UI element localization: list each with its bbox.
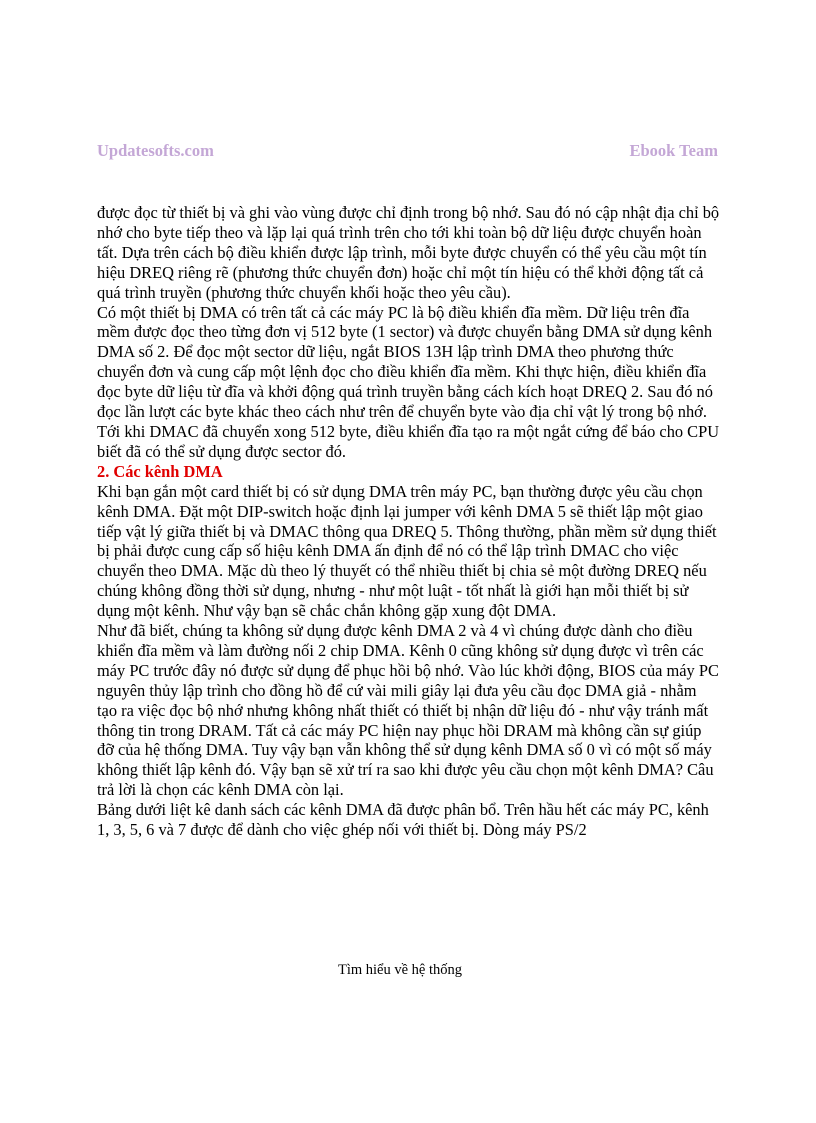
paragraph-reserved-channels: Như đã biết, chúng ta không sử dụng được kênh DMA 2 và 4 vì chúng được dành cho điều khiển đĩa mềm và làm đường nối 2 chip DMA. Kênh 0 cũng không sử dụng được vì trên các máy PC trước đây nó được sử dụng để phục hồi bộ nhớ. Vào lúc khởi động, BIOS của máy PC nguyên thủy lập trình cho đồng hồ để cứ vài mili giây lại đưa yêu cầu đọc DMA giả - nhằm tạo ra việc đọc bộ nhớ nhưng không nhất thiết có thiết bị nhận dữ liệu đó - như vậy tránh mất thông tin trong DRAM. Tất cả các máy PC hiện nay phục hồi DRAM mà không cần sự giúp đỡ của hệ thống DMA. Tuy vậy bạn vẫn không thể sử dụng kênh DMA số 0 vì có một số máy không thiết lập kênh đó. Vậy bạn sẽ xử trí ra sao khi được yêu cầu chọn một kênh DMA? Câu trả lời là chọn các kênh DMA còn lại.: [97, 621, 719, 800]
page-footer: Tìm hiểu về hệ thống: [337, 962, 463, 978]
team-name: Ebook Team: [629, 141, 718, 160]
paragraph-floppy-controller: Có một thiết bị DMA có trên tất cả các máy PC là bộ điều khiển đĩa mềm. Dữ liệu trên đĩa mềm được đọc theo từng đơn vị 512 byte (1 sector) và được chuyển bằng DMA sử dụng kênh DMA số 2. Để đọc một sector dữ liệu, ngắt BIOS 13H lập trình DMA theo phương thức chuyển đơn và cung cấp một lệnh đọc cho điều khiển đĩa mềm. Khi thực hiện, điều khiển đĩa đọc byte dữ liệu từ đĩa và khởi động quá trình truyền bằng cách kích hoạt DREQ 2. Sau đó nó đọc lần lượt các byte khác theo cách như trên để chuyển byte vào địa chỉ vật lý trong bộ nhớ. Tới khi DMAC đã chuyển xong 512 byte, điều khiển đĩa tạo ra một ngắt cứng để báo cho CPU biết đã có thể sử dụng được sector đó.: [97, 302, 720, 461]
section-heading-dma-channels: 2. Các kênh DMA: [97, 461, 223, 481]
paragraph-choose-channel: Khi bạn gắn một card thiết bị có sử dụng DMA trên máy PC, bạn thường được yêu cầu chọn kênh DMA. Đặt một DIP-switch hoặc định lại jumper với kênh DMA 5 sẽ thiết lập một giao tiếp vật lý giữa thiết bị và DMAC thông qua DREQ 5. Thông thường, phần mềm sử dụng thiết bị phải được cung cấp số hiệu kênh DMA ấn định để nó có thể lập trình DMAC cho việc chuyển theo DMA. Mặc dù theo lý thuyết có thể nhiều thiết bị chia sẻ một đường DREQ nếu chúng không đồng thời sử dụng, nhưng - như một luật - tốt nhất là giới hạn mỗi thiết bị sử dụng một kênh. Như vậy bạn sẽ chắc chắn không gặp xung đột DMA.: [97, 481, 717, 621]
document-body: [97, 203, 720, 840]
page-header: [97, 141, 718, 165]
site-name: Updatesofts.com: [97, 141, 214, 160]
paragraph-dma-transfer: được đọc từ thiết bị và ghi vào vùng được chỉ định trong bộ nhớ. Sau đó nó cập nhật địa chỉ bộ nhớ cho byte tiếp theo và lặp lại quá trình trên cho tới khi toàn bộ dữ liệu được chuyển hoàn tất. Dựa trên cách bộ điều khiển được lập trình, mỗi byte được chuyển có thể yêu cầu một tín hiệu DREQ riêng rẽ (phương thức chuyển đơn) hoặc chỉ một tín hiệu có thể khởi động tất cả quá trình truyền (phương thức chuyển khối hoặc theo yêu cầu).: [97, 203, 720, 302]
paragraph-channel-table-intro: Bảng dưới liệt kê danh sách các kênh DMA đã được phân bổ. Trên hầu hết các máy PC, kênh 1, 3, 5, 6 và 7 được để dành cho việc ghép nối với thiết bị. Dòng máy PS/2: [97, 800, 709, 840]
